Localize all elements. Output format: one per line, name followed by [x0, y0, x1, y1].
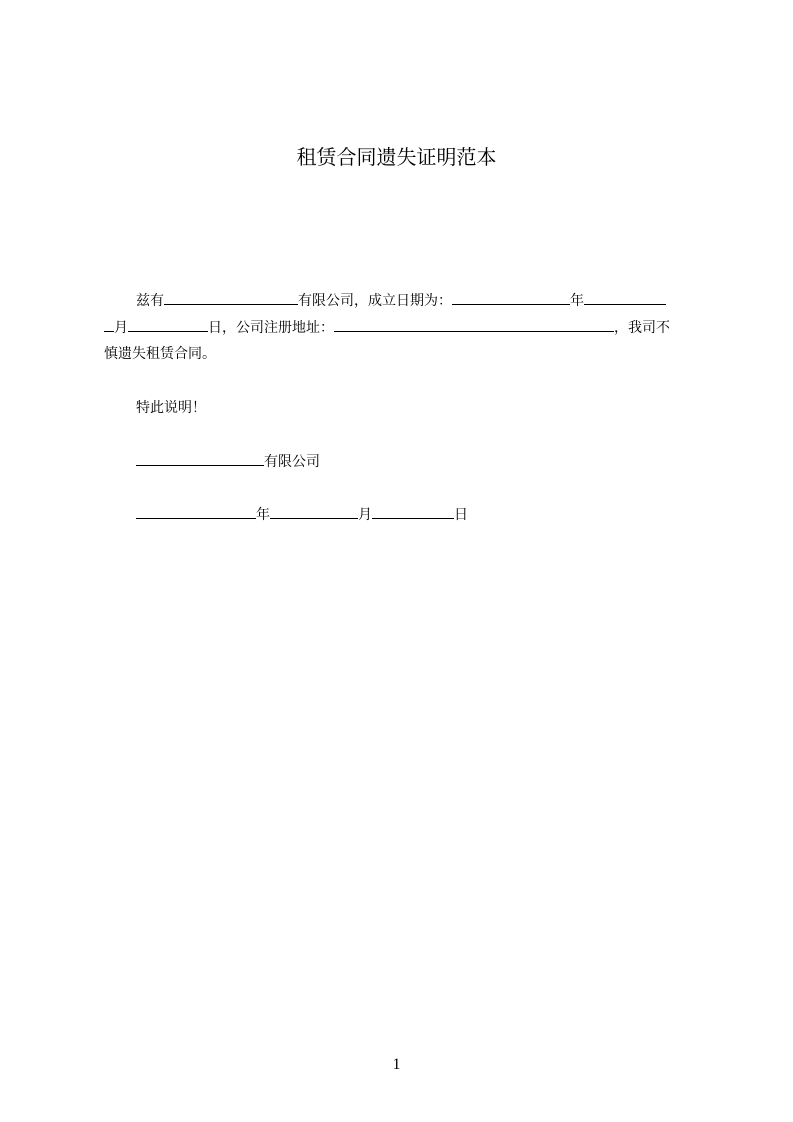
text-year: 年 [570, 293, 584, 309]
paragraph-line-1 [104, 290, 666, 311]
text-month: 月 [114, 320, 128, 336]
address-blank[interactable] [334, 317, 614, 332]
signature-company-blank[interactable] [136, 451, 264, 466]
date-month-label: 月 [358, 507, 372, 523]
paragraph-line-2 [104, 317, 670, 338]
text-company-date: 有限公司，成立日期为： [298, 293, 452, 309]
signature-line [136, 451, 320, 472]
founding-day-blank[interactable] [128, 317, 208, 332]
founding-year-blank[interactable] [452, 290, 570, 305]
page-title: 租赁合同遗失证明范本 [296, 145, 497, 169]
date-month-blank[interactable] [270, 504, 358, 519]
text-prefix: 兹有 [136, 293, 164, 309]
date-line [136, 504, 468, 525]
text-day-address: 日，公司注册地址： [208, 320, 334, 336]
signature-company-suffix: 有限公司 [264, 454, 320, 470]
date-year-blank[interactable] [136, 504, 256, 519]
company-name-blank[interactable] [164, 290, 298, 305]
founding-month-blank-part1[interactable] [584, 290, 666, 305]
date-day-blank[interactable] [372, 504, 454, 519]
founding-month-blank-part2[interactable] [104, 317, 114, 332]
closing-statement: 特此说明！ [136, 400, 206, 416]
date-year-label: 年 [256, 507, 270, 523]
text-end: ，我司不 [614, 320, 670, 336]
paragraph-line-3: 慎遗失租赁合同。 [104, 346, 216, 362]
page-number: 1 [392, 1056, 401, 1073]
date-day-label: 日 [454, 507, 468, 523]
